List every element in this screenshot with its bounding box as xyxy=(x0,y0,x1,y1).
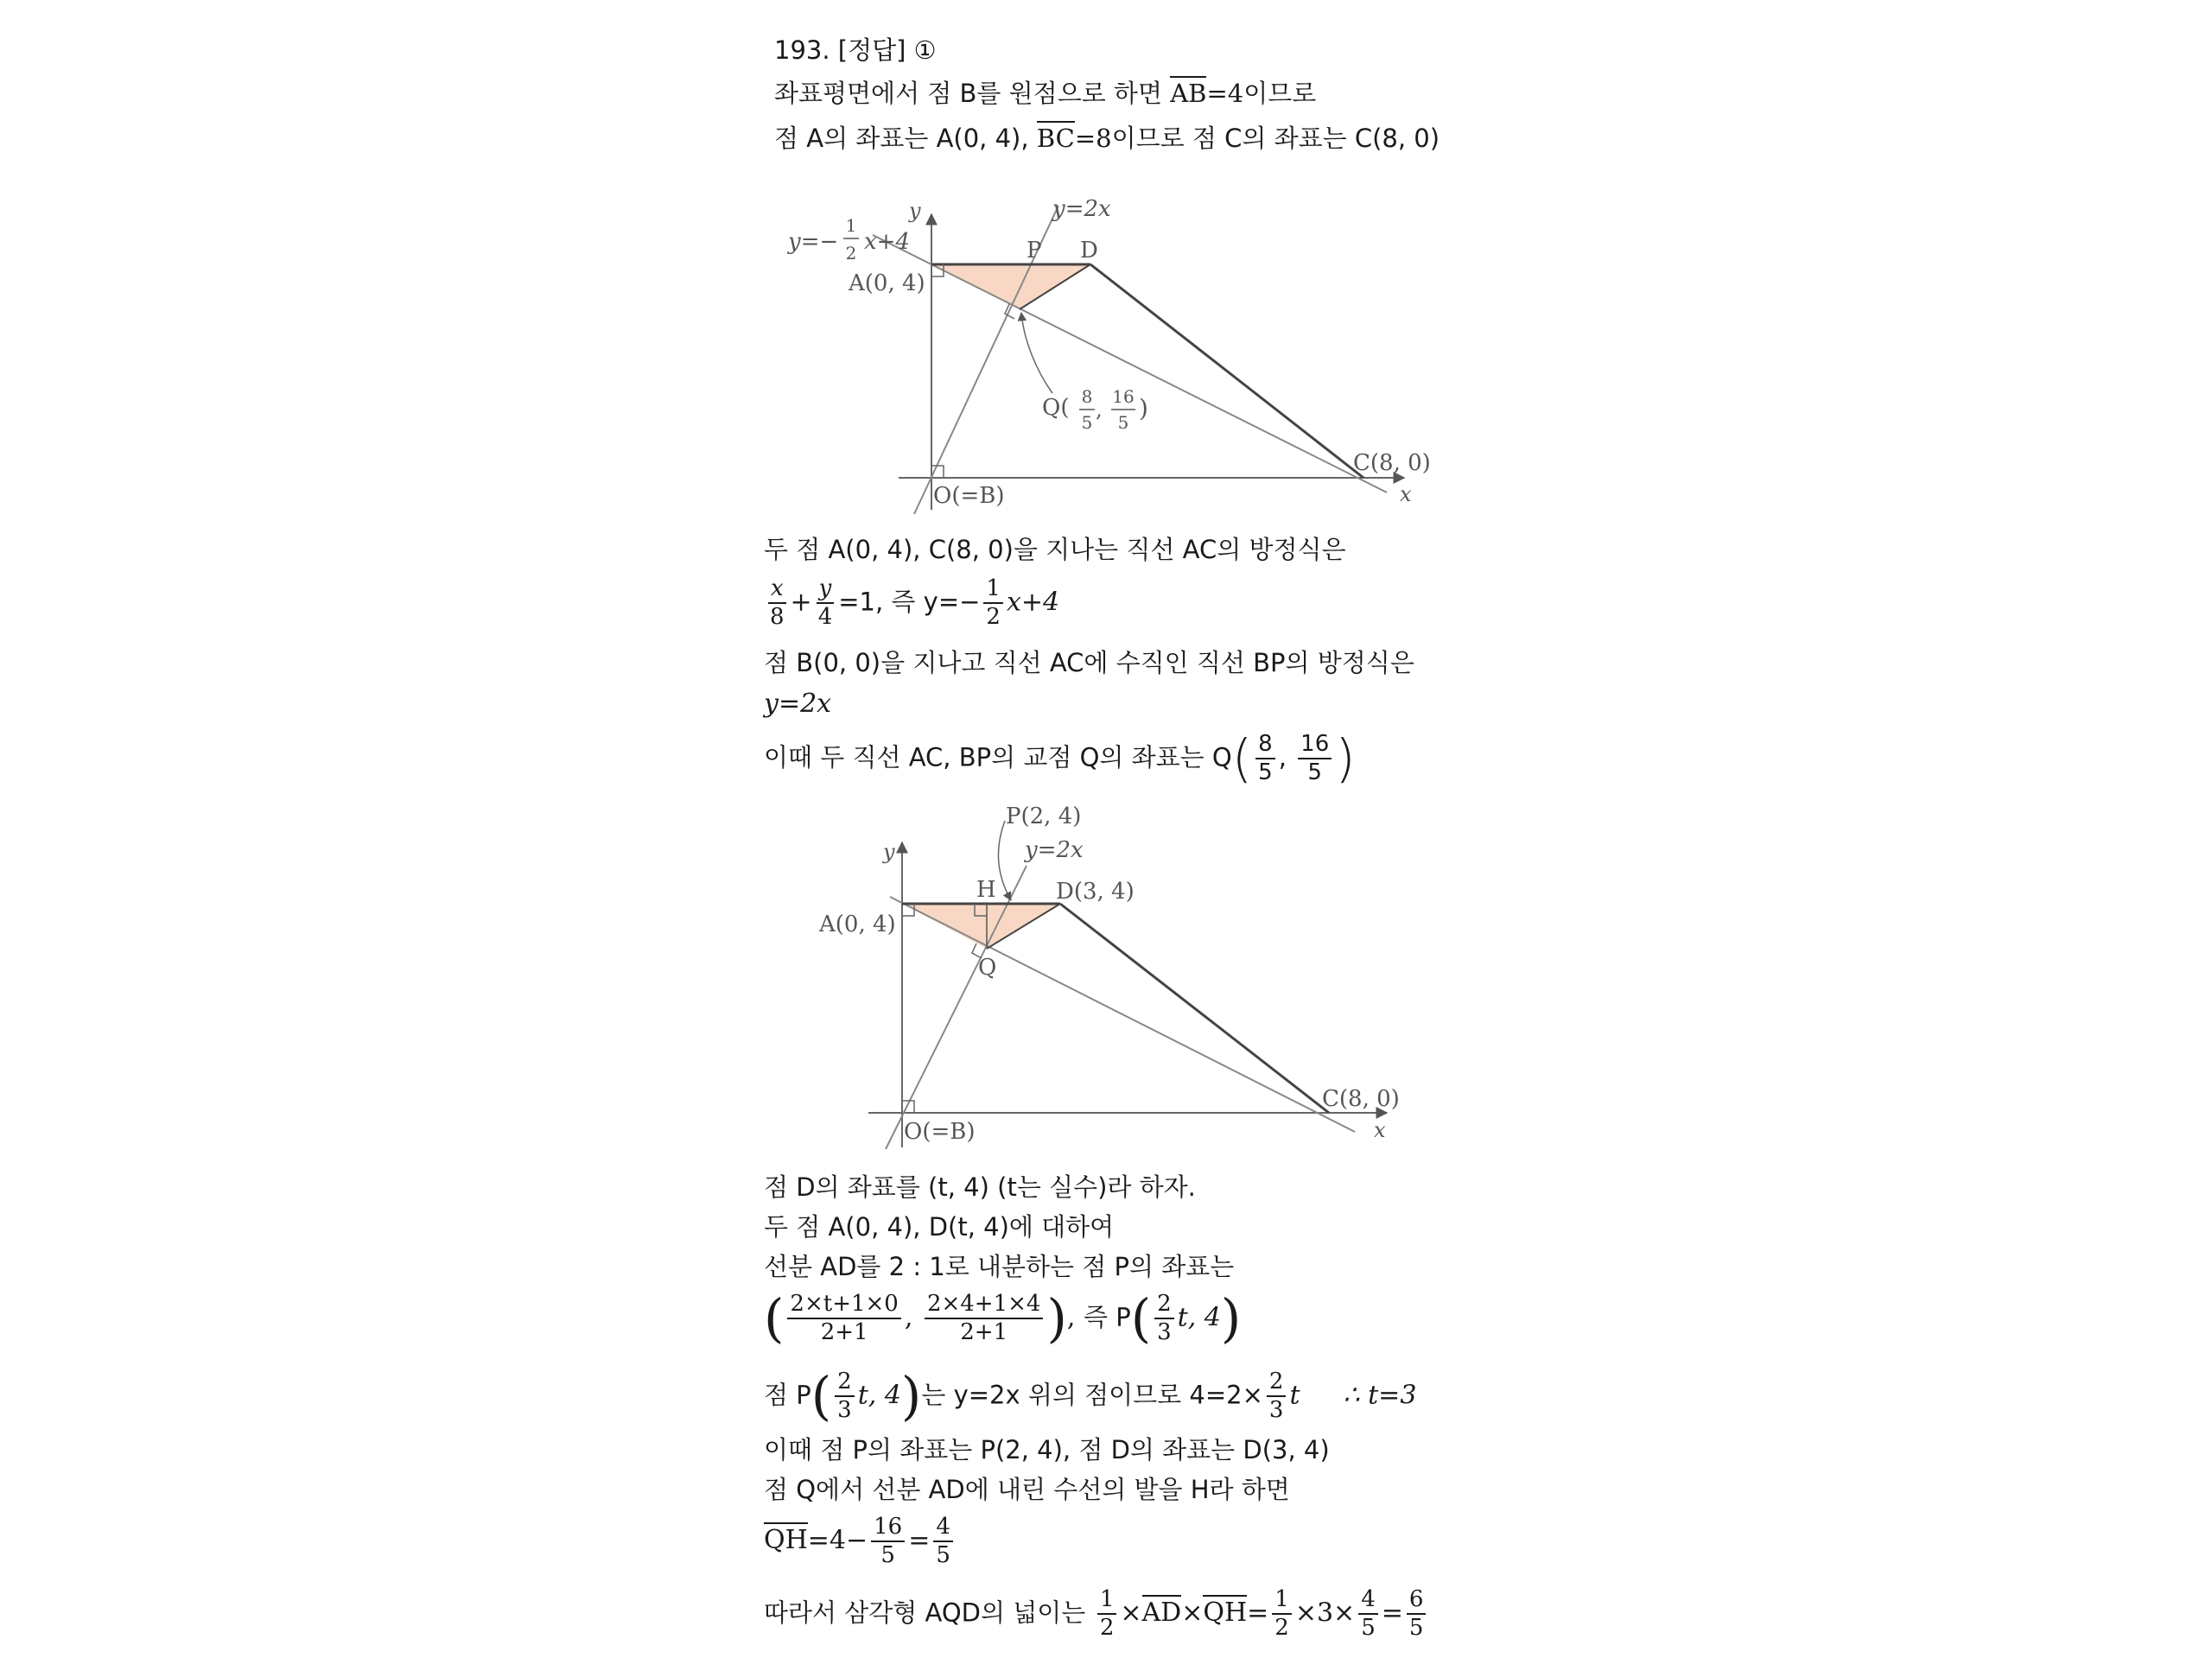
label-d: D xyxy=(1080,238,1098,264)
label-q-den1: 5 xyxy=(1081,412,1093,433)
text3-line3: 선분 AD를 2 : 1로 내분하는 점 P의 좌표는 xyxy=(764,1252,1235,1281)
intro-text-2a: 점 A의 좌표는 A(0, 4), xyxy=(774,124,1029,153)
qh-a: =4− xyxy=(807,1525,868,1556)
triangle-aqd-2 xyxy=(902,904,1060,949)
intersection-q: 이때 두 직선 AC, BP의 교점 Q의 좌표는 Q( $\frac{8}{5}$ , $\frac{16}{5}$ ) xyxy=(764,728,1356,790)
segment-ab: AB xyxy=(1170,76,1206,108)
p-mid: 즉 P xyxy=(1083,1302,1131,1332)
fin-times2: × xyxy=(1181,1598,1204,1629)
label-x-axis: x xyxy=(1400,482,1412,506)
plus: + xyxy=(790,587,812,618)
label-line-bp: y=2x xyxy=(1052,196,1111,222)
intro-line-2 xyxy=(774,126,1440,151)
label-o-2: O(=B) xyxy=(904,1119,976,1145)
qh-bar2: QH xyxy=(1203,1595,1247,1628)
p-two-thirds: $\frac{2}{3}$ xyxy=(1154,1293,1174,1345)
l5-frac2: $\frac{2}{3}$ xyxy=(1267,1370,1287,1423)
segment-dc xyxy=(1090,264,1363,478)
segment-dc-2 xyxy=(1060,904,1329,1113)
text3-line2: 두 점 A(0, 4), D(t, 4)에 대하여 xyxy=(764,1212,1115,1242)
paren-close-p: ) xyxy=(1046,1288,1067,1350)
figure-2 xyxy=(804,795,1426,1158)
qh-eq: = xyxy=(908,1525,931,1556)
label-c: C(8, 0) xyxy=(1353,450,1431,476)
l5-c: 는 y=2x 위의 점이므로 4=2× xyxy=(921,1380,1263,1410)
eq-tail: x+4 xyxy=(1006,587,1060,618)
segment-bc: BC xyxy=(1037,121,1075,153)
fin-frac1: $\frac{1}{2}$ xyxy=(1097,1588,1117,1641)
intersection-text: 이때 두 직선 AC, BP의 교점 Q의 좌표는 Q xyxy=(764,742,1232,772)
paren-close-p2: ) xyxy=(1220,1288,1242,1350)
text3-line5 xyxy=(764,1366,1417,1427)
label-h: H xyxy=(976,877,996,903)
label-a-2: A(0, 4) xyxy=(819,912,896,937)
q-pointer xyxy=(1021,313,1052,393)
label-line-bp-2: y=2x xyxy=(1025,837,1084,863)
label-q-num1: 8 xyxy=(1081,386,1093,407)
label-c-2: C(8, 0) xyxy=(1322,1086,1400,1112)
text3-line1: 점 D의 좌표를 (t, 4) (t는 실수)라 하자. xyxy=(764,1172,1196,1202)
label-x-axis-2: x xyxy=(1374,1118,1386,1142)
label-q-num2: 16 xyxy=(1112,386,1135,407)
fin-eq1: = xyxy=(1247,1598,1269,1629)
label-q-comma: , xyxy=(1096,397,1103,422)
fin-frac4: $\frac{6}{5}$ xyxy=(1407,1588,1427,1641)
paren-close-l5: ) xyxy=(900,1366,922,1427)
eq-rest: =1, 즉 y=− xyxy=(838,587,981,617)
ab-value: =4 xyxy=(1206,79,1244,108)
p-y-frac: $\frac{2\times 4+1\times 4}{2+1}$ xyxy=(925,1293,1044,1345)
frac-y-4: $\frac{y}{4}$ xyxy=(816,577,836,630)
line-ac-2 xyxy=(890,897,1355,1132)
line-bp-equation: y=2x xyxy=(764,689,832,719)
qh-frac1: $\frac{16}{5}$ xyxy=(871,1515,905,1568)
intro-text-2b: 이므로 점 C의 좌표는 C(8, 0) xyxy=(1111,124,1440,153)
paren-close: ) xyxy=(1335,728,1356,790)
ad-bar: AD xyxy=(1142,1595,1182,1628)
frac-x-8: $\frac{x}{8}$ xyxy=(767,577,787,630)
l5-a: 점 P xyxy=(764,1380,811,1410)
l5-frac1: $\frac{2}{3}$ xyxy=(835,1370,855,1423)
label-line-ac: y=− xyxy=(788,229,839,255)
l5-e: ∴ t=3 xyxy=(1343,1380,1417,1411)
final-text: 따라서 삼각형 AQD의 넓이는 xyxy=(764,1598,1086,1628)
label-o: O(=B) xyxy=(933,483,1005,509)
label-p: P xyxy=(1027,238,1042,264)
problem-number: 193. [정답] ① xyxy=(774,35,937,65)
l5-b: t, 4 xyxy=(857,1380,901,1411)
fin-times1: × xyxy=(1120,1598,1142,1629)
text3-line7: 점 Q에서 선분 AD에 내린 수선의 발을 H라 하면 xyxy=(764,1475,1290,1504)
final-area xyxy=(764,1588,1429,1641)
paren-open-l5: ( xyxy=(810,1366,832,1427)
label-a: A(0, 4) xyxy=(849,270,925,296)
fin-eq2: = xyxy=(1381,1598,1403,1629)
intro-text: 좌표평면에서 점 B를 원점으로 하면 xyxy=(774,79,1162,108)
p-tail: t, 4 xyxy=(1177,1302,1221,1333)
line-ac-intro: 두 점 A(0, 4), C(8, 0)을 지나는 직선 AC의 방정식은 xyxy=(764,535,1346,564)
qh-length xyxy=(764,1515,957,1568)
line-ac xyxy=(873,235,1387,492)
p-x-frac: $\frac{2\times t+1\times 0}{2+1}$ xyxy=(787,1293,900,1345)
label-y-axis-2: y xyxy=(883,840,895,864)
qh-frac2: $\frac{4}{5}$ xyxy=(933,1515,953,1568)
p-pointer xyxy=(998,821,1011,900)
paren-open: ( xyxy=(1231,728,1253,790)
l5-d: t xyxy=(1289,1380,1300,1411)
label-y-axis: y xyxy=(909,199,921,223)
bc-value: =8 xyxy=(1074,124,1112,153)
fin-frac3: $\frac{4}{5}$ xyxy=(1358,1588,1378,1641)
text3-p-coord: ( $\frac{2\times t+1\times 0}{2+1}$ , $\frac{2\times 4+1\times 4}{2+1}$ ), 즉 P( $\frac{2}{3}$ t, 4) xyxy=(764,1288,1242,1350)
label-line-ac-num: 1 xyxy=(845,215,857,236)
q-frac-1: $\frac{8}{5}$ xyxy=(1255,733,1275,785)
qh-bar: QH xyxy=(764,1522,808,1555)
line-ac-equation xyxy=(764,577,1059,630)
fin-frac2: $\frac{1}{2}$ xyxy=(1272,1588,1292,1641)
paren-open-p: ( xyxy=(764,1288,785,1350)
intro-tail: 이므로 xyxy=(1243,79,1317,108)
label-q: Q( xyxy=(1042,395,1070,421)
label-q-close: ) xyxy=(1139,394,1148,422)
q-frac-2: $\frac{16}{5}$ xyxy=(1298,733,1332,785)
label-p-2: P(2, 4) xyxy=(1006,804,1082,829)
fin-mid: ×3× xyxy=(1294,1598,1356,1629)
label-q-2: Q xyxy=(978,955,997,981)
paren-open-p2: ( xyxy=(1130,1288,1152,1350)
line-bp-intro: 점 B(0, 0)을 지나고 직선 AC에 수직인 직선 BP의 방정식은 xyxy=(764,648,1414,677)
text3-line6: 이때 점 P의 좌표는 P(2, 4), 점 D의 좌표는 D(3, 4) xyxy=(764,1435,1330,1464)
label-d-2: D(3, 4) xyxy=(1056,879,1135,905)
intro-line-1 xyxy=(774,81,1316,106)
frac-half: $\frac{1}{2}$ xyxy=(983,577,1003,630)
label-line-ac-den: 2 xyxy=(845,243,857,264)
triangle-aqd xyxy=(931,264,1090,309)
label-line-ac-tail: x+4 xyxy=(864,229,910,255)
figure-1 xyxy=(760,186,1452,527)
label-q-den2: 5 xyxy=(1117,412,1129,433)
